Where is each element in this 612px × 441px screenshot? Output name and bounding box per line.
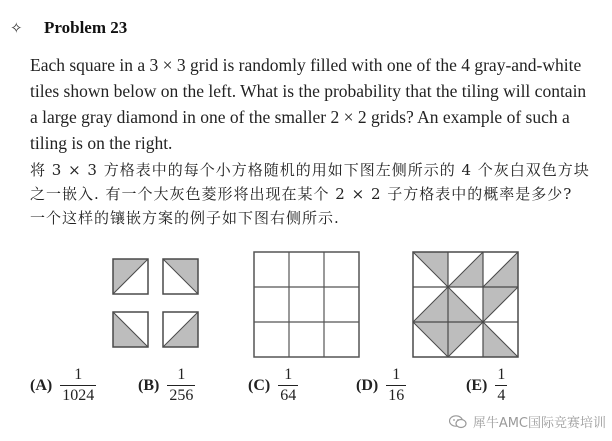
choice-d-label: (D): [356, 376, 379, 394]
choice-e-label: (E): [466, 376, 488, 394]
problem-text-chinese: 将 3 × 3 方格表中的每个小方格随机的用如下图左侧所示的 4 个灰白双色方块之一嵌入. 有一个大灰色菱形将出现在某个 2 × 2 子方格表中的概率是多少? 一个这样的镶嵌方案的例子如下图右侧所示.: [30, 161, 590, 227]
problem-text-english: Each square in a 3 × 3 grid is randomly filled with one of the 4 gray-and-white tiles shown below on the left. What is the probability that the tiling will contain a large gray diamond in one of the smaller 2 × 2 grids? An example of such a tiling is on the right.: [30, 55, 587, 153]
choice-e[interactable]: [466, 366, 507, 405]
tile-3: [113, 312, 148, 347]
example-diagonals: [413, 252, 518, 357]
choice-c-label: (C): [248, 376, 271, 394]
empty-grid-figure: [253, 251, 361, 359]
problem-header: [10, 18, 127, 38]
choice-c-fraction: $\frac{1}{64}$: [280, 366, 297, 404]
tile-4: [163, 312, 198, 347]
choice-d[interactable]: [356, 366, 406, 405]
choice-a[interactable]: [30, 366, 96, 405]
example-tiling-figure: [412, 251, 520, 359]
choice-b[interactable]: [138, 366, 195, 405]
watermark: [449, 412, 606, 431]
choice-e-fraction: $\frac{1}{4}$: [497, 366, 506, 404]
problem-title: Problem 23: [44, 18, 128, 37]
tile-options-figure: [112, 258, 202, 348]
tile-1: [113, 259, 148, 294]
choice-b-label: (B): [138, 376, 160, 394]
tile-2: [163, 259, 198, 294]
answer-choices: [30, 366, 600, 416]
four-point-star-icon: ✧: [10, 19, 23, 37]
wechat-icon: [449, 415, 467, 429]
choice-a-fraction: $\frac{1}{1024}$: [62, 366, 95, 404]
watermark-text: 犀牛AMC国际竞赛培训: [472, 416, 606, 431]
choice-c[interactable]: [248, 366, 298, 405]
choice-d-fraction: $\frac{1}{16}$: [388, 366, 405, 404]
choice-b-fraction: $\frac{1}{256}$: [169, 366, 194, 404]
choice-a-label: (A): [30, 376, 53, 394]
